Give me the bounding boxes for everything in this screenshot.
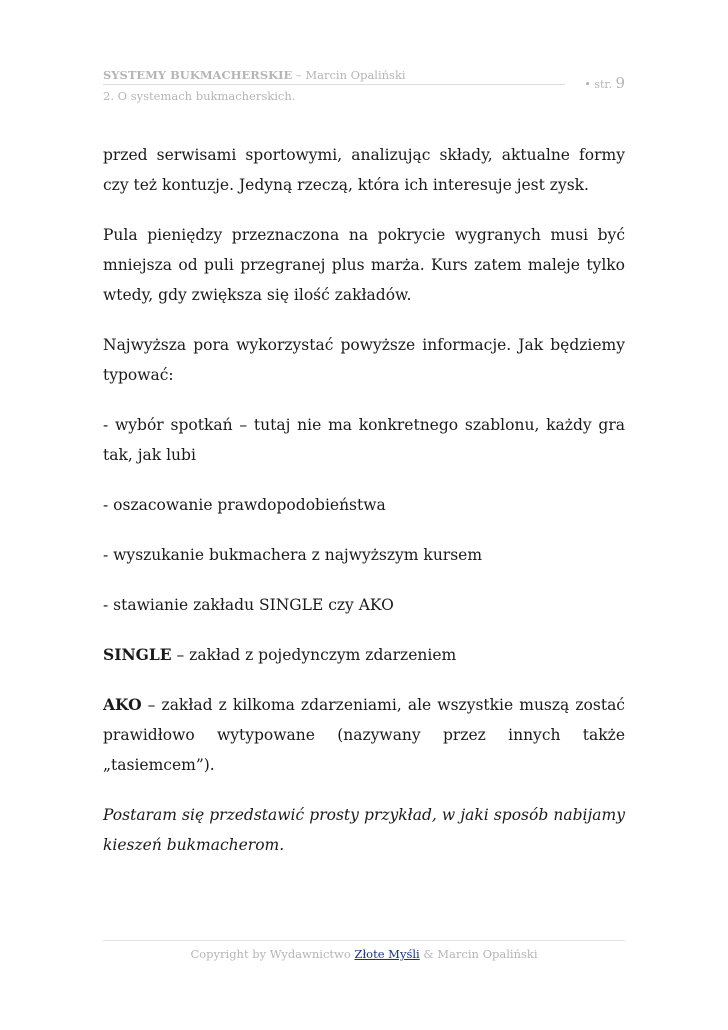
page-number <box>584 74 625 92</box>
page-label: • str. <box>584 78 616 91</box>
term-single: SINGLE <box>103 645 172 664</box>
page-number-value: 9 <box>615 74 625 92</box>
title-author: – Marcin Opaliński <box>292 68 406 82</box>
definition-ako <box>103 690 625 780</box>
title-bold: SYSTEMY BUKMACHERSKIE <box>103 68 293 82</box>
copyright-prefix: Copyright by Wydawnictwo <box>190 947 355 961</box>
paragraph: przed serwisami sportowymi, analizując składy, aktualne formy czy też kontuzje. Jedyną rzeczą, która ich interesuje jest zysk. <box>103 146 625 194</box>
list-item: - stawianie zakładu SINGLE czy AKO <box>103 596 394 614</box>
publisher-link[interactable]: Złote Myśli <box>354 947 420 961</box>
closing-paragraph: Postaram się przedstawić prosty przykład, w jaki sposób nabijamy kieszeń bukmacherom. <box>103 806 625 854</box>
chapter-subtitle: 2. O systemach bukmacherskich. <box>103 89 296 103</box>
footer-divider <box>103 940 625 941</box>
page-body <box>103 140 625 880</box>
header-divider <box>103 84 565 85</box>
page-header <box>103 68 625 108</box>
definition-text: – zakład z kilkoma zdarzeniami, ale wszystkie muszą zostać prawidłowo wytypowane (nazywany przez innych także „tasiemcem”). <box>103 696 625 774</box>
definition-text: – zakład z pojedynczym zdarzeniem <box>171 646 457 664</box>
list-item: - wybór spotkań – tutaj nie ma konkretnego szablonu, każdy gra tak, jak lubi <box>103 416 625 464</box>
paragraph: Pula pieniędzy przeznaczona na pokrycie wygranych musi być mniejsza od puli przegranej plus marża. Kurs zatem maleje tylko wtedy, gdy zwiększa się ilość zakładów. <box>103 226 625 304</box>
page-footer <box>103 947 625 961</box>
document-title <box>103 68 406 82</box>
term-ako: AKO <box>103 695 142 714</box>
list-item: - wyszukanie bukmachera z najwyższym kursem <box>103 546 483 564</box>
definition-single <box>103 640 625 670</box>
paragraph: Najwyższa pora wykorzystać powyższe informacje. Jak będziemy typować: <box>103 336 625 384</box>
list-item: - oszacowanie prawdopodobieństwa <box>103 496 386 514</box>
copyright-suffix: & Marcin Opaliński <box>419 947 538 961</box>
